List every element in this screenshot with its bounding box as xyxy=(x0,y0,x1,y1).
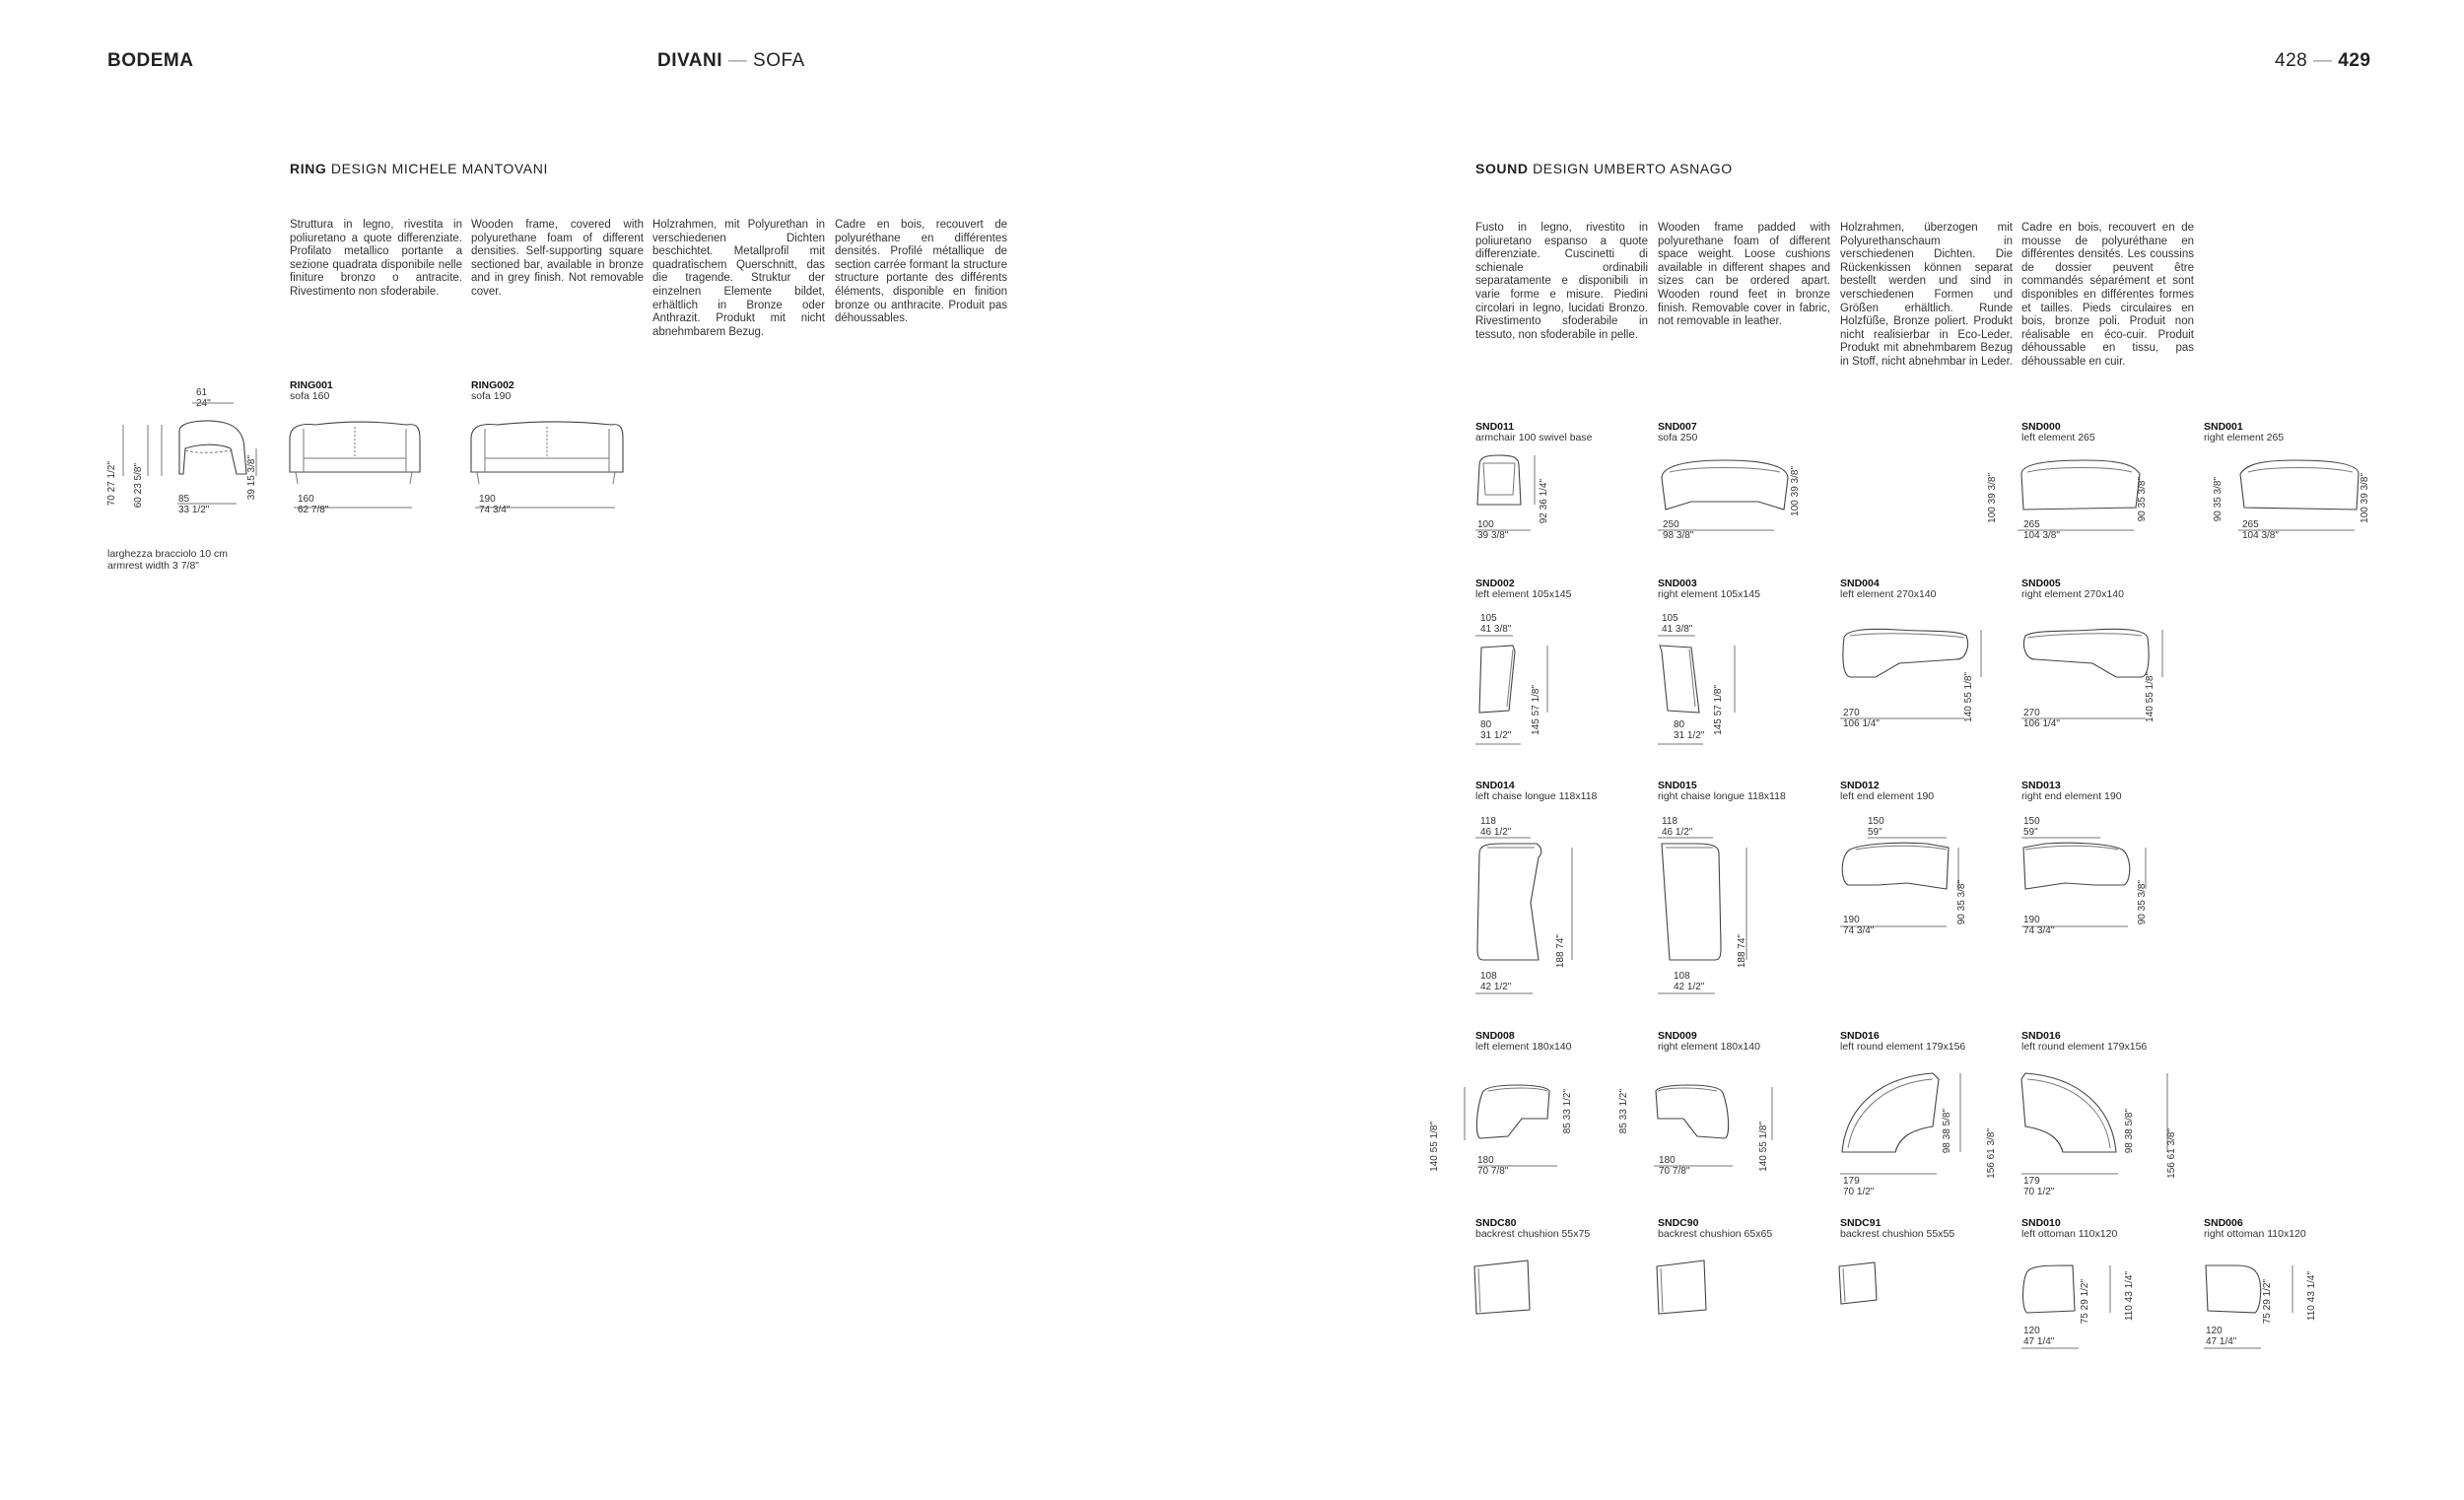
snd001-height: 90 35 3/8" xyxy=(2213,477,2224,522)
snd010-width: 120 47 1/4" xyxy=(2023,1326,2055,1347)
snd006-label: SND006 right ottoman 110x120 xyxy=(2204,1217,2306,1240)
sndc80-drawing xyxy=(1469,1257,1547,1326)
sound-desc-en: Wooden frame padded with polyurethane foam of different space weight. Loose cushions available in different shapes and sizes can be ordered apart. Wooden round feet in bronze finish. Removable cover in fabric, not removable in leather. xyxy=(1658,222,1830,328)
ring002-width: 190 74 3/4" xyxy=(479,494,511,515)
snd014-width: 108 42 1/2" xyxy=(1480,971,1512,992)
snd014-label: SND014 left chaise longue 118x118 xyxy=(1475,780,1598,802)
ring001-label: RING001 sofa 160 xyxy=(290,379,333,402)
snd012-height: 90 35 3/8" xyxy=(1956,880,1967,925)
snd014-height: 188 74" xyxy=(1555,934,1566,969)
snd003-height: 145 57 1/8" xyxy=(1713,685,1724,735)
sound-desc-fr: Cadre en bois, recouvert en de mousse de polyuréthane en différentes densités. Les coussins de dossier peuvent être commandés séparément et sont disponibles en différentes formes et tailles. Pieds circulaires en bois, bronze poli. Produit non réalisable en éco-cuir. Produit déhoussable en tissu, pas déhoussable en cuir. xyxy=(2021,222,2194,368)
snd016b-width: 179 70 1/2" xyxy=(2023,1176,2055,1197)
armrest-note: larghezza bracciolo 10 cm armrest width 3 7/8" xyxy=(107,548,228,572)
snd008-width: 180 70 7/8" xyxy=(1477,1155,1509,1177)
ring-side-depth: 85 33 1/2" xyxy=(178,494,210,515)
snd007-label: SND007 sofa 250 xyxy=(1658,421,1698,443)
snd005-label: SND005 right element 270x140 xyxy=(2021,578,2124,600)
snd011-height: 92 36 1/4" xyxy=(1539,479,1549,524)
snd008-height: 140 55 1/8" xyxy=(1429,1122,1440,1172)
snd004-width: 270 106 1/4" xyxy=(1843,708,1880,729)
snd002-top: 105 41 3/8" xyxy=(1480,613,1512,635)
snd000-width: 265 104 3/8" xyxy=(2023,519,2060,541)
snd016a-height2: 156 61 3/8" xyxy=(1986,1128,1997,1179)
snd009-height: 140 55 1/8" xyxy=(1758,1122,1769,1172)
snd000-height: 90 35 3/8" xyxy=(2137,477,2148,522)
snd016b-height2: 156 61 3/8" xyxy=(2166,1128,2177,1179)
brand-name: BODEMA xyxy=(107,50,194,71)
sndc90-label: SNDC90 backrest chushion 65x65 xyxy=(1658,1217,1773,1240)
snd009-height2: 85 33 1/2" xyxy=(1618,1089,1629,1134)
sound-title: SOUND DESIGN UMBERTO ASNAGO xyxy=(1475,161,1733,176)
snd014-top: 118 46 1/2" xyxy=(1480,816,1512,838)
sound-desc-de: Holzrahmen, überzogen mit Polyurethanschaum in verschiedenen Dichten. Die Rückenkissen können separat bestellt werden und sind in verschiedenen Formen und Größen erhältlich. Runde Holzfüße, Bronze poliert. Produkt nicht realisierbar in Eco-Leder. Produkt mit abnehmbarem Bezug in Stoff, nicht abnehmbar in Leder. xyxy=(1840,222,2013,368)
snd001-height-outer: 100 39 3/8" xyxy=(2360,473,2370,523)
page-numbers: 428 — 429 xyxy=(2275,50,2371,71)
ring001-width: 160 62 7/8" xyxy=(298,494,329,515)
snd013-height: 90 35 3/8" xyxy=(2137,880,2148,925)
snd007-height: 100 39 3/8" xyxy=(1790,466,1801,516)
ring-title: RING DESIGN MICHELE MANTOVANI xyxy=(290,161,548,176)
snd016a-label: SND016 left round element 179x156 xyxy=(1840,1030,1966,1053)
snd010-height: 75 29 1/2" xyxy=(2080,1279,2090,1325)
snd016a-height: 98 38 5/8" xyxy=(1942,1109,1952,1154)
snd002-label: SND002 left element 105x145 xyxy=(1475,578,1572,600)
snd000-label: SND000 left element 265 xyxy=(2021,421,2095,443)
sndc80-label: SNDC80 backrest chushion 55x75 xyxy=(1475,1217,1591,1240)
snd015-width: 108 42 1/2" xyxy=(1674,971,1705,992)
snd012-top: 150 59" xyxy=(1868,816,1884,838)
snd003-label: SND003 right element 105x145 xyxy=(1658,578,1760,600)
sound-desc-it: Fusto in legno, rivestito in poliuretano espanso a quote differenziate. Cuscinetti di schienale ordinabili separatamente e disponibili in varie forme e misure. Piedini circolari in legno, lucidati Bronzo. Rivestimento sfoderabile in tessuto, non sfoderabile in pelle. xyxy=(1475,222,1648,341)
snd002-width: 80 31 1/2" xyxy=(1480,719,1512,741)
snd008-label: SND008 left element 180x140 xyxy=(1475,1030,1572,1053)
snd005-height: 140 55 1/8" xyxy=(2145,672,2156,722)
snd012-width: 190 74 3/4" xyxy=(1843,915,1875,936)
snd012-label: SND012 left end element 190 xyxy=(1840,780,1935,802)
ring-desc-de: Holzrahmen, mit Polyurethan in verschiedenen Dichten beschichtet. Metallprofil mit quadratischem Querschnitt, das die tragende. Struktur der einzelnen Elemente bildet, erhältlich in Bronze oder Anthrazit. Produkt mit nicht abnehmbarem Bezug. xyxy=(652,219,825,338)
snd006-height2: 110 43 1/4" xyxy=(2306,1271,2317,1322)
snd015-top: 118 46 1/2" xyxy=(1662,816,1693,838)
snd015-height: 188 74" xyxy=(1737,934,1747,969)
category-title: DIVANI — SOFA xyxy=(657,50,805,71)
snd016a-width: 179 70 1/2" xyxy=(1843,1176,1875,1197)
snd009-width: 180 70 7/8" xyxy=(1659,1155,1690,1177)
ring002-label: RING002 sofa 190 xyxy=(471,379,514,402)
sndc91-drawing xyxy=(1833,1257,1912,1326)
ring-side-width: 61 24" xyxy=(196,387,211,409)
snd013-width: 190 74 3/4" xyxy=(2023,915,2055,936)
snd003-width: 80 31 1/2" xyxy=(1674,719,1705,741)
snd013-top: 150 59" xyxy=(2023,816,2040,838)
snd010-label: SND010 left ottoman 110x120 xyxy=(2021,1217,2118,1240)
ring-desc-fr: Cadre en bois, recouvert de polyuréthane en différentes densités. Profilé métallique de section carrée formant la structure structure portante des différents éléments, disponible en finition bronze ou anthracite. Produit pas déhoussables. xyxy=(835,219,1007,325)
snd010-height2: 110 43 1/4" xyxy=(2124,1271,2135,1322)
snd006-width: 120 47 1/4" xyxy=(2206,1326,2237,1347)
ring-side-height: 70 27 1/2" xyxy=(106,461,117,507)
snd013-label: SND013 right end element 190 xyxy=(2021,780,2122,802)
sndc90-drawing xyxy=(1651,1257,1730,1326)
snd015-drawing xyxy=(1656,838,1764,995)
snd005-width: 270 106 1/4" xyxy=(2023,708,2060,729)
ring-side-seat: 39 15 3/8" xyxy=(246,455,257,501)
snd004-height: 140 55 1/8" xyxy=(1963,672,1974,722)
snd000-height-outer: 100 39 3/8" xyxy=(1987,473,1998,523)
snd011-width: 100 39 3/8" xyxy=(1477,519,1509,541)
ring-desc-it: Struttura in legno, rivestita in poliuretano a quote differenziate. Profilato metallico portante a sezione quadrata disponibile nelle finiture bronzo o antracite. Rivestimento non sfoderabile. xyxy=(290,219,462,298)
snd004-label: SND004 left element 270x140 xyxy=(1840,578,1937,600)
ring-desc-en: Wooden frame, covered with polyurethane foam of different densities. Self-supporting square sectioned bar, available in bronze and in grey finish. Not removable cover. xyxy=(471,219,644,298)
snd016b-height: 98 38 5/8" xyxy=(2124,1109,2135,1154)
snd002-height: 145 57 1/8" xyxy=(1531,685,1541,735)
snd001-label: SND001 right element 265 xyxy=(2204,421,2285,443)
snd003-top: 105 41 3/8" xyxy=(1662,613,1693,635)
snd015-label: SND015 right chaise longue 118x118 xyxy=(1658,780,1786,802)
snd011-label: SND011 armchair 100 swivel base xyxy=(1475,421,1593,443)
snd016b-drawing xyxy=(2019,1069,2177,1183)
snd016a-drawing xyxy=(1838,1069,1976,1183)
snd007-width: 250 98 3/8" xyxy=(1663,519,1694,541)
snd006-height: 75 29 1/2" xyxy=(2262,1279,2273,1325)
snd001-width: 265 104 3/8" xyxy=(2242,519,2279,541)
snd008-height2: 85 33 1/2" xyxy=(1562,1089,1573,1134)
snd016b-label: SND016 left round element 179x156 xyxy=(2021,1030,2148,1053)
snd009-label: SND009 right element 180x140 xyxy=(1658,1030,1760,1053)
ring-side-height2: 60 23 5/8" xyxy=(133,463,144,509)
sndc91-label: SNDC91 backrest chushion 55x55 xyxy=(1840,1217,1955,1240)
